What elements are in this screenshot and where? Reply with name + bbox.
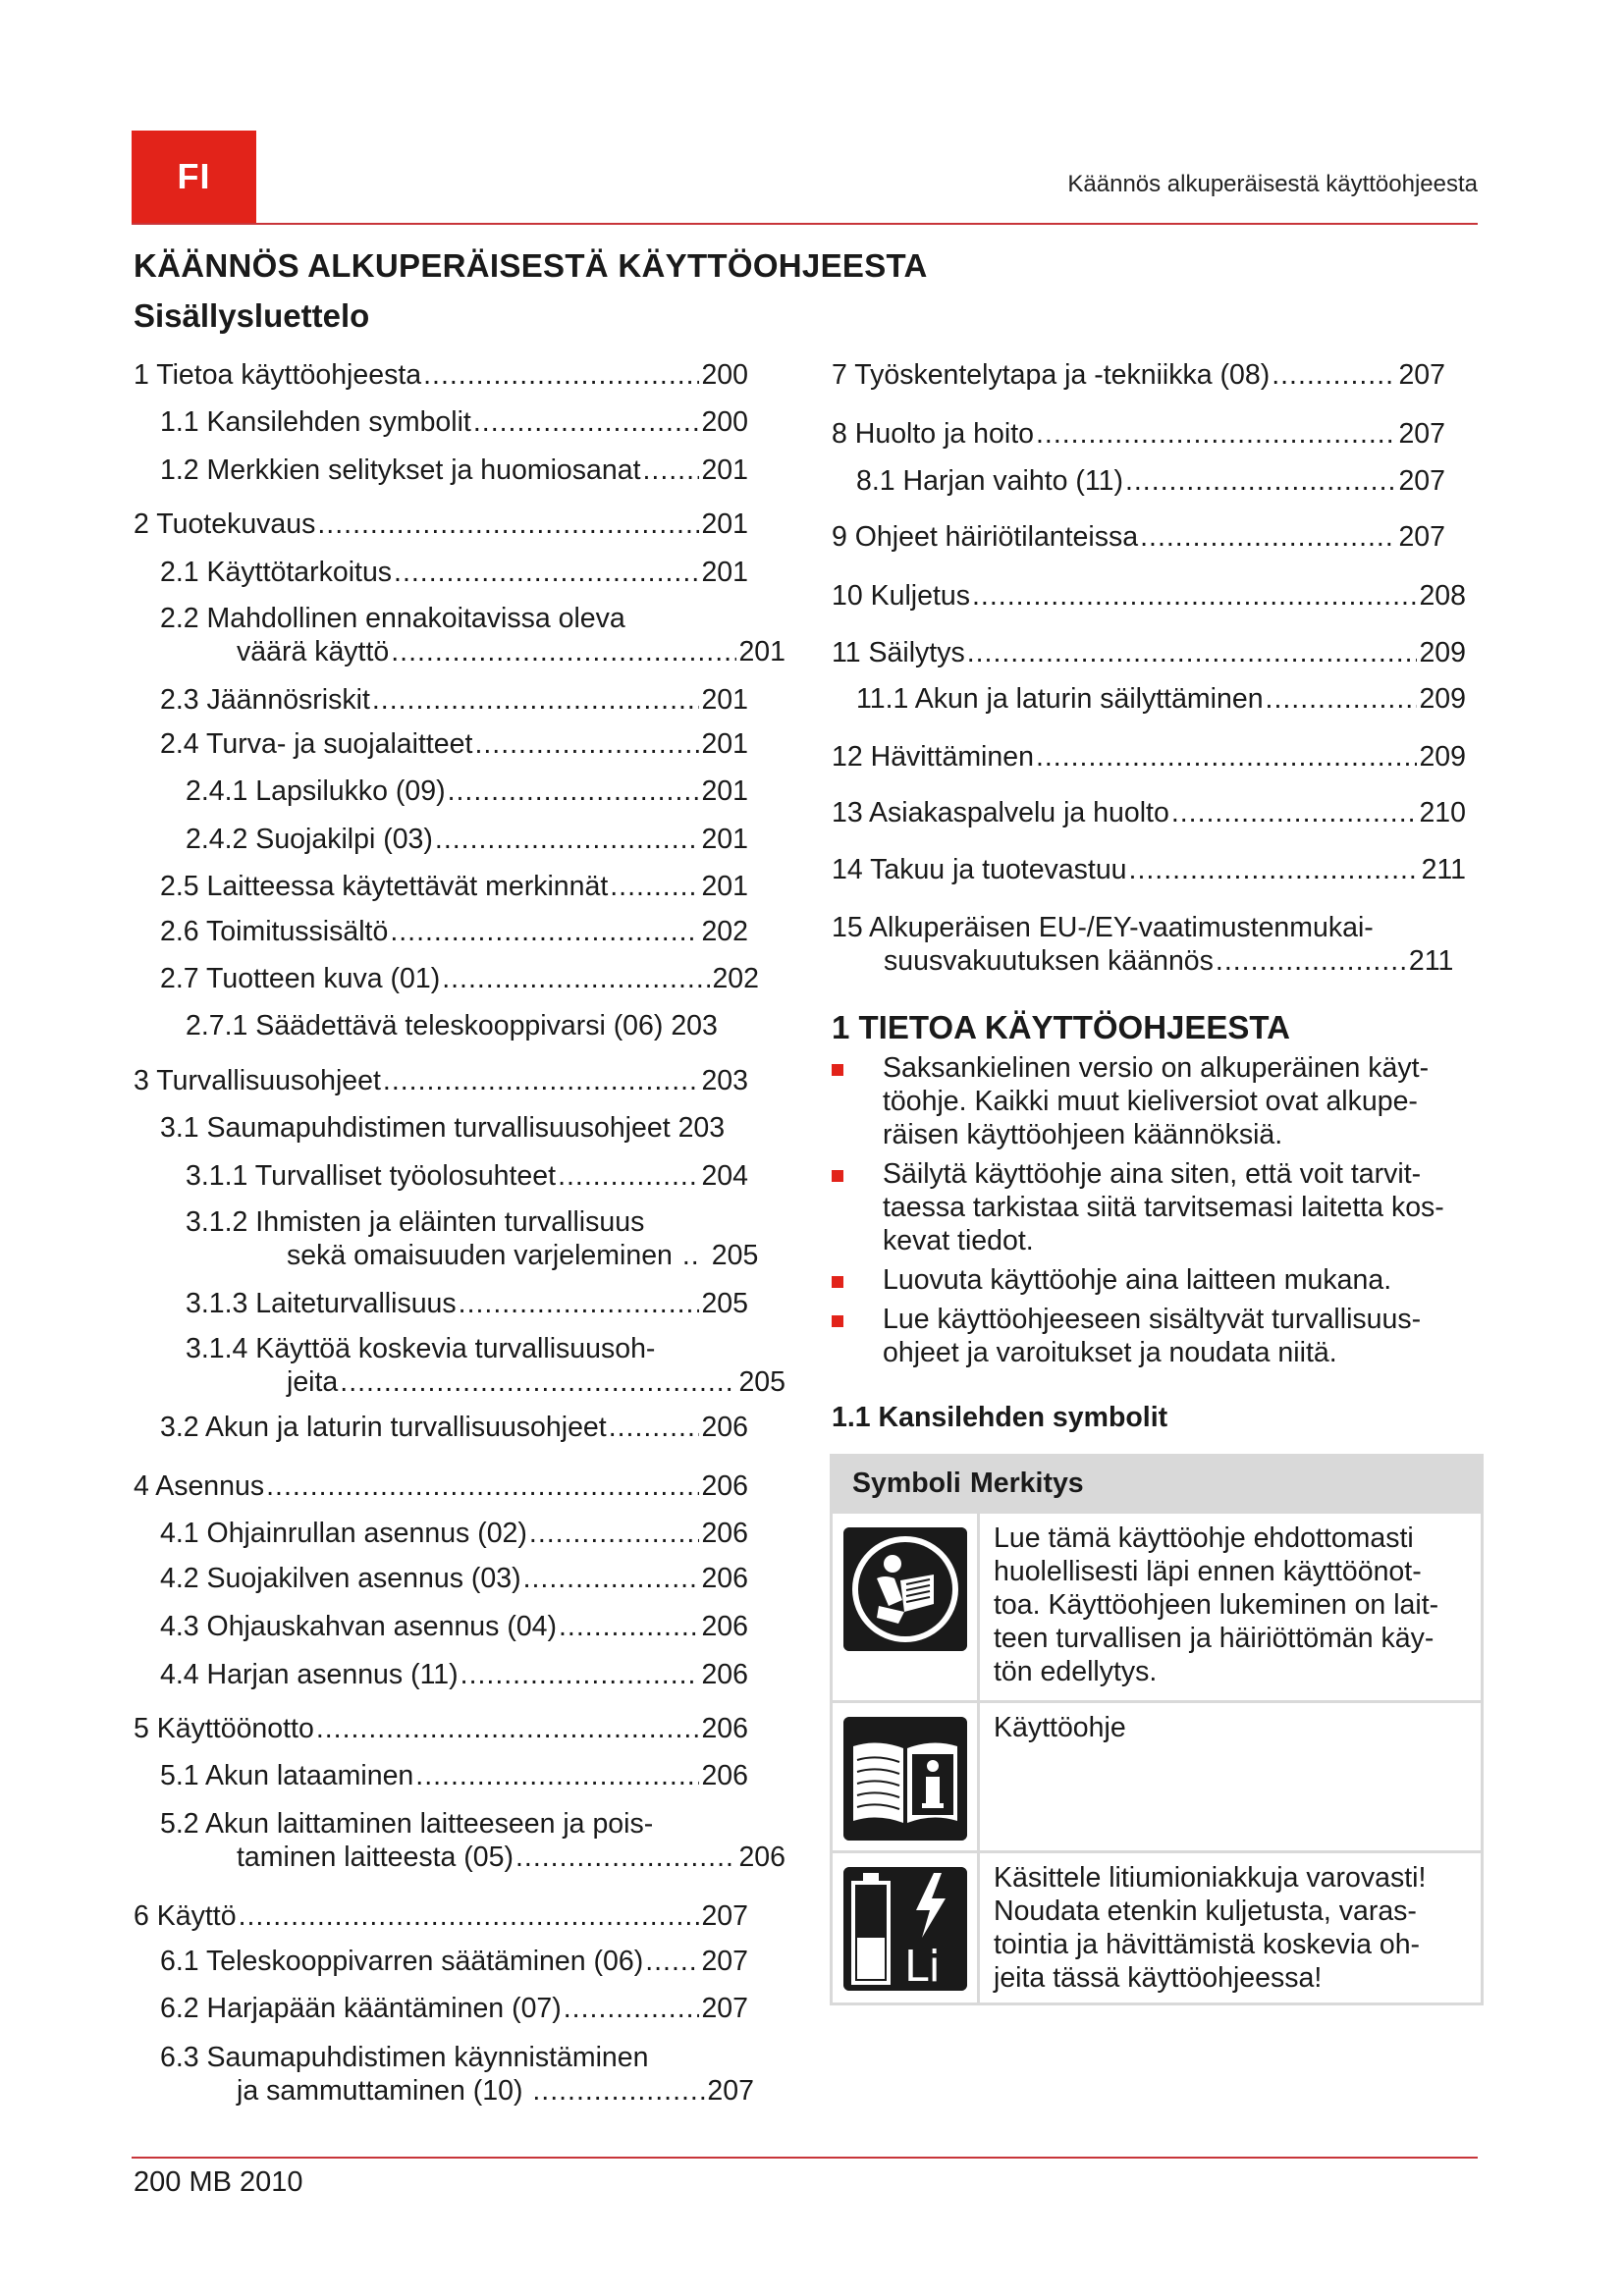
subsection-heading: 1.1 Kansilehden symbolit <box>832 1402 1168 1433</box>
toc-entry[interactable]: 11.1 Akun ja laturin säilyttäminen ..... 209 <box>856 682 1466 716</box>
toc-entry[interactable]: 4.3 Ohjauskahvan asennus (04) ..... 206 <box>160 1610 748 1643</box>
table-row <box>833 1511 1481 1700</box>
toc-entry[interactable]: 4.1 Ohjainrullan asennus (02) ..... 206 <box>160 1517 748 1550</box>
meaning-line: tön edellytys. <box>994 1656 1158 1687</box>
toc-entry[interactable]: 3.1 Saumapuhdistimen turvallisuusohjeet 203 <box>160 1112 726 1144</box>
toc-entry[interactable]: 3.2 Akun ja laturin turvallisuusohjeet ..... 206 <box>160 1411 748 1444</box>
meaning-line: teen turvallisen ja häiriöttömän käy- <box>994 1623 1435 1654</box>
read-manual-icon <box>843 1527 967 1651</box>
toc-entry[interactable]: 5 Käyttöönotto ..... 206 <box>134 1712 748 1745</box>
bullet-list <box>832 1051 1480 1369</box>
page-footer: 200 MB 2010 <box>134 2166 303 2198</box>
toc-entry[interactable]: 3 Turvallisuusohjeet ..... 203 <box>134 1064 748 1097</box>
toc-entry[interactable]: 2.7.1 Säädettävä teleskooppivarsi (06) 203 <box>186 1010 718 1041</box>
toc-entry[interactable]: 13 Asiakaspalvelu ja huolto ..... 210 <box>832 796 1466 829</box>
bullet-line: Lue käyttöohjeeseen sisältyvät turvallisuus- <box>883 1304 1422 1335</box>
toc-entry[interactable]: suusvakuutuksen käännös ..... 211 <box>884 944 1518 978</box>
meaning-line: Käyttöohje <box>994 1712 1126 1743</box>
toc-entry[interactable]: 1 Tietoa käyttöohjeesta ..... 200 <box>134 358 748 392</box>
bullet-item <box>832 1157 1480 1257</box>
bullet-item <box>832 1263 1480 1297</box>
toc-entry[interactable]: 4.4 Harjan asennus (11) ..... 206 <box>160 1658 748 1691</box>
toc-entry[interactable]: 2.5 Laitteessa käytettävät merkinnät ..... 201 <box>160 870 748 903</box>
li-ion-battery-icon <box>843 1867 967 1991</box>
toc-entry-first-line: 5.2 Akun laittaminen laitteeseen ja pois- <box>160 1808 654 1840</box>
toc-entry[interactable]: 9 Ohjeet häiriötilanteissa ..... 207 <box>832 520 1445 554</box>
toc-entry[interactable]: väärä käyttö ..... 201 <box>237 635 785 668</box>
toc-entry[interactable]: ja sammuttaminen (10) ..... 207 <box>237 2074 907 2108</box>
bullet-line: töohje. Kaikki muut kieliversiot ovat alkupe- <box>883 1086 1418 1117</box>
meaning-cell <box>980 1514 1481 1700</box>
table-row <box>833 1850 1481 2002</box>
bullet-line: Säilytä käyttöohje aina siten, että voit tarvit- <box>883 1158 1422 1190</box>
header-title: Käännös alkuperäisestä käyttöohjeesta <box>1067 171 1478 197</box>
toc-entry-first-line: 3.1.4 Käyttöä koskevia turvallisuusoh- <box>186 1333 656 1364</box>
toc-heading: Sisällysluettelo <box>134 297 370 334</box>
language-tab: FI <box>132 131 256 223</box>
toc-entry[interactable]: 6.1 Teleskooppivarren säätäminen (06) ..... 207 <box>160 1945 748 1978</box>
table-row <box>833 1700 1481 1850</box>
toc-entry[interactable]: 1.1 Kansilehden symbolit ..... 200 <box>160 405 748 439</box>
bullet-line: Saksankielinen versio on alkuperäinen käyt- <box>883 1052 1430 1084</box>
header-rule <box>132 223 1478 225</box>
meaning-line: tointia ja hävittämistä koskevia oh- <box>994 1929 1421 1960</box>
toc-entry-first-line: 2.2 Mahdollinen ennakoitavissa oleva <box>160 603 625 634</box>
toc-entry[interactable]: 6.2 Harjapään kääntäminen (07) ..... 207 <box>160 1992 748 2025</box>
toc-entry[interactable]: 2.4 Turva- ja suojalaitteet ..... 201 <box>160 727 748 761</box>
document-title: KÄÄNNÖS ALKUPERÄISESTÄ KÄYTTÖOHJEESTA <box>134 247 928 284</box>
bullet-item <box>832 1051 1480 1151</box>
toc-entry[interactable]: 4 Asennus ..... 206 <box>134 1469 748 1503</box>
toc-entry[interactable]: 3.1.1 Turvalliset työolosuhteet ..... 204 <box>186 1159 748 1193</box>
bullet-line: ohjeet ja varoitukset ja noudata niitä. <box>883 1337 1337 1368</box>
toc-entry[interactable]: 11 Säilytys ..... 209 <box>832 636 1466 669</box>
meaning-cell <box>980 1853 1481 2002</box>
footer-rule <box>132 2157 1478 2159</box>
toc-entry[interactable]: 14 Takuu ja tuotevastuu ..... 211 <box>832 853 1466 886</box>
toc-entry[interactable]: 2 Tuotekuvaus ..... 201 <box>134 507 748 541</box>
toc-entry[interactable]: 8 Huolto ja hoito ..... 207 <box>832 417 1445 451</box>
section-heading: 1 TIETOA KÄYTTÖOHJEESTA <box>832 1009 1290 1045</box>
toc-entry[interactable]: sekä omaisuuden varjeleminen ..... 205 <box>287 1239 915 1272</box>
toc-entry[interactable]: 2.4.2 Suojakilpi (03) ..... 201 <box>186 823 748 856</box>
toc-entry-first-line: 15 Alkuperäisen EU-/EY-vaatimustenmukai- <box>832 912 1374 943</box>
toc-entry[interactable]: 3.1.3 Laiteturvallisuus ..... 205 <box>186 1287 748 1320</box>
manual-info-icon <box>843 1717 967 1841</box>
toc-entry[interactable]: 7 Työskentelytapa ja -tekniikka (08) ..... 207 <box>832 358 1445 392</box>
bullet-line: Luovuta käyttöohje aina laitteen mukana. <box>883 1264 1392 1296</box>
meaning-line: Käsittele litiumioniakkuja varovasti! <box>994 1862 1427 1894</box>
toc-entry[interactable]: taminen laitteesta (05) ..... 206 <box>237 1841 785 1874</box>
toc-entry[interactable]: 1.2 Merkkien selitykset ja huomiosanat ..... 201 <box>160 454 748 487</box>
toc-entry[interactable]: 2.3 Jäännösriskit ..... 201 <box>160 683 748 717</box>
toc-entry[interactable]: jeita ..... 205 <box>287 1365 785 1399</box>
column-header-symbol: Symboli <box>852 1468 961 1499</box>
bullet-line: räisen käyttöohjeen käännöksiä. <box>883 1119 1283 1150</box>
toc-entry[interactable]: 10 Kuljetus ..... 208 <box>832 579 1466 613</box>
meaning-line: huolellisesti läpi ennen käyttöönot- <box>994 1556 1422 1587</box>
toc-entry[interactable]: 8.1 Harjan vaihto (11) ..... 207 <box>856 464 1445 498</box>
meaning-cell <box>980 1703 1481 1850</box>
toc-entry[interactable]: 4.2 Suojakilven asennus (03) ..... 206 <box>160 1562 748 1595</box>
toc-entry[interactable]: 2.4.1 Lapsilukko (09) ..... 201 <box>186 774 748 808</box>
meaning-line: toa. Käyttöohjeen lukeminen on lait- <box>994 1589 1439 1621</box>
symbol-cell <box>833 1703 980 1850</box>
toc-entry[interactable]: 2.6 Toimitussisältö ..... 202 <box>160 915 748 948</box>
meaning-line: jeita tässä käyttöohjeessa! <box>994 1962 1323 1994</box>
table-header <box>833 1457 1481 1511</box>
toc-entry[interactable]: 5.1 Akun lataaminen ..... 206 <box>160 1759 748 1792</box>
column-header-meaning: Merkitys <box>970 1468 1084 1499</box>
svg-text:Li: Li <box>903 1942 941 1991</box>
toc-entry[interactable]: 2.1 Käyttötarkoitus ..... 201 <box>160 556 748 589</box>
symbol-table <box>830 1454 1484 2005</box>
toc-entry[interactable]: 12 Hävittäminen ..... 209 <box>832 740 1466 774</box>
toc-entry[interactable]: 2.7 Tuotteen kuva (01) ..... 202 <box>160 962 759 995</box>
bullet-line: taessa tarkistaa siitä tarvitsemasi laitetta kos- <box>883 1192 1444 1223</box>
bullet-line: kevat tiedot. <box>883 1225 1034 1256</box>
meaning-line: Lue tämä käyttöohje ehdottomasti <box>994 1522 1414 1554</box>
bullet-item <box>832 1303 1480 1369</box>
symbol-cell <box>833 1514 980 1700</box>
meaning-line: Noudata etenkin kuljetusta, varas- <box>994 1896 1417 1927</box>
toc-entry-first-line: 3.1.2 Ihmisten ja eläinten turvallisuus <box>186 1206 645 1238</box>
toc-entry[interactable]: 6 Käyttö ..... 207 <box>134 1899 748 1933</box>
symbol-cell <box>833 1853 980 2002</box>
toc-entry-first-line: 6.3 Saumapuhdistimen käynnistäminen <box>160 2042 649 2073</box>
